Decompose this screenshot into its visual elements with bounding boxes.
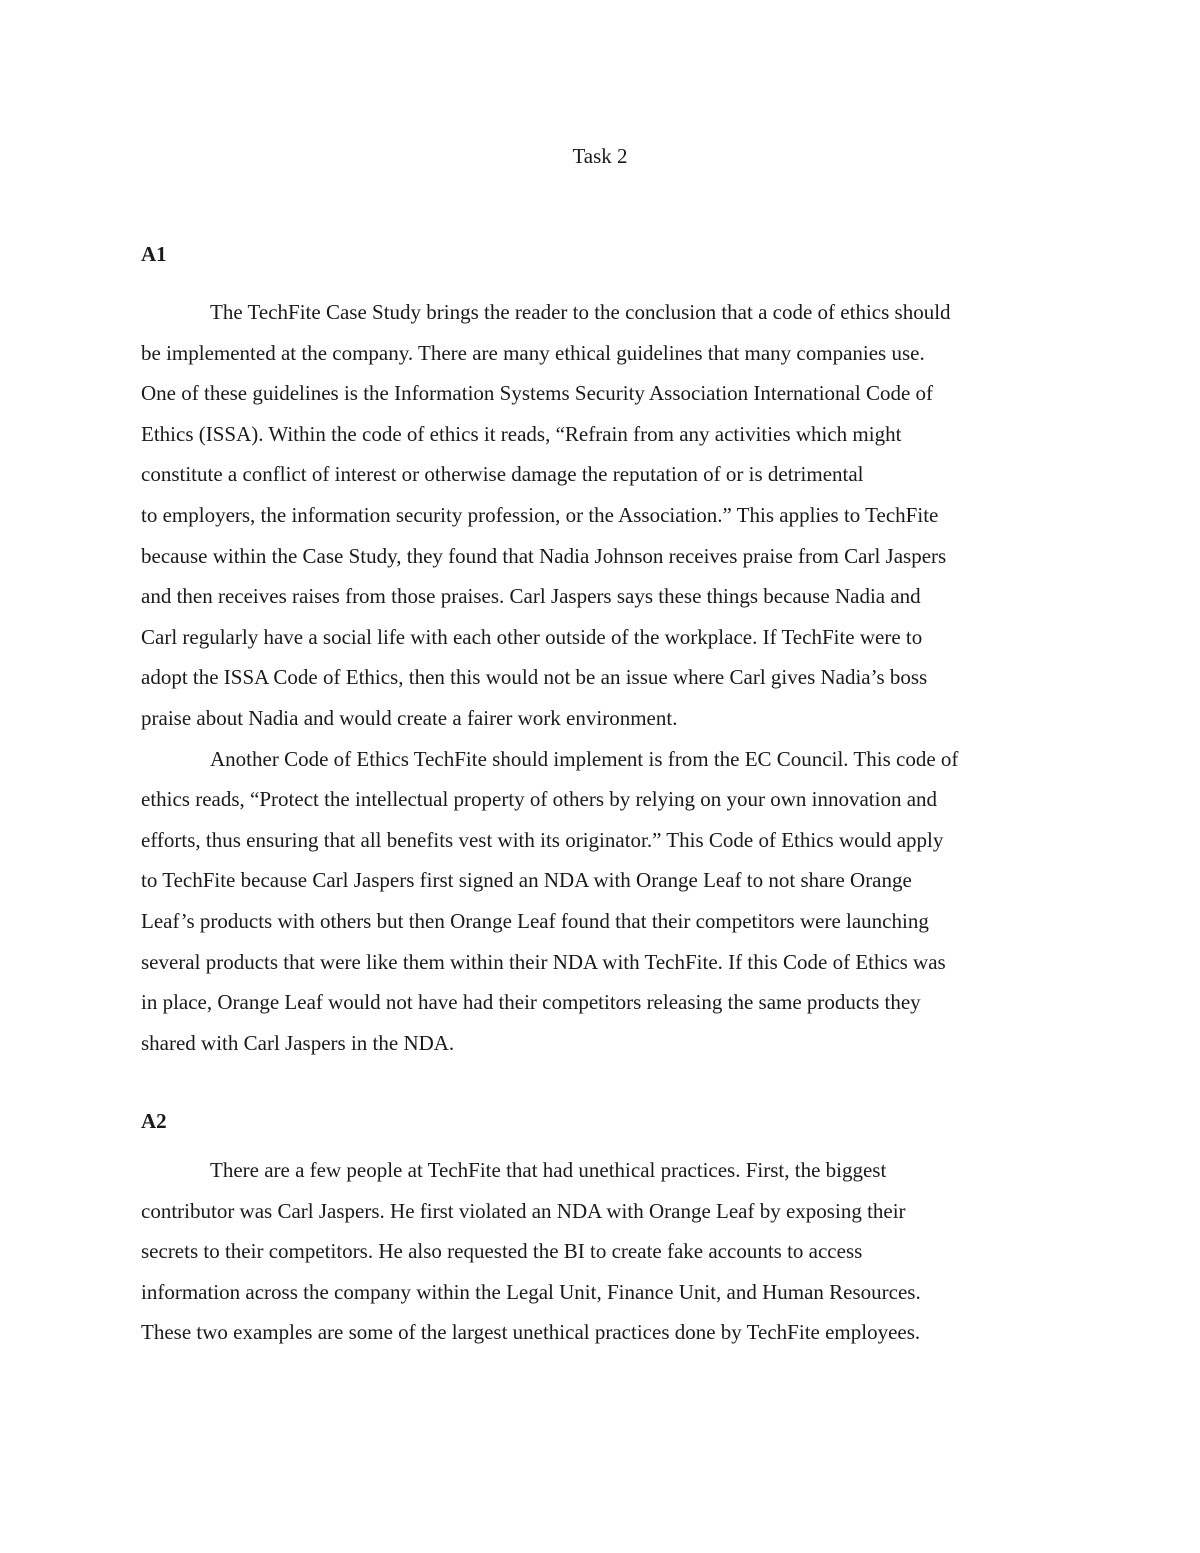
- paragraph-line: praise about Nadia and would create a fairer work environment.: [141, 705, 678, 730]
- paragraph-line: Leaf’s products with others but then Orange Leaf found that their competitors were launching: [141, 908, 929, 933]
- paragraph-line: Carl regularly have a social life with each other outside of the workplace. If TechFite were to: [141, 624, 923, 649]
- paragraph-line: information across the company within the Legal Unit, Finance Unit, and Human Resources.: [141, 1279, 921, 1304]
- paragraph-line: adopt the ISSA Code of Ethics, then this would not be an issue where Carl gives Nadia’s boss: [141, 665, 928, 690]
- paragraph-line: Ethics (ISSA). Within the code of ethics it reads, “Refrain from any activities which might: [141, 421, 902, 446]
- section-heading-a2: A2: [141, 1109, 167, 1133]
- paragraph-line: The TechFite Case Study brings the reader to the conclusion that a code of ethics should: [210, 300, 951, 324]
- paragraph-line: contributor was Carl Jaspers. He first violated an NDA with Orange Leaf by exposing their: [141, 1198, 906, 1223]
- paragraph-line: These two examples are some of the largest unethical practices done by TechFite employees.: [141, 1320, 921, 1345]
- section-heading-a1: A1: [141, 242, 167, 266]
- paragraph-line: several products that were like them within their NDA with TechFite. If this Code of Ethics was: [141, 949, 946, 974]
- paragraph-line: and then receives raises from those praises. Carl Jaspers says these things because Nadia and: [141, 584, 921, 609]
- paragraph-line: efforts, thus ensuring that all benefits vest with its originator.” This Code of Ethics would apply: [141, 827, 944, 852]
- paragraph-line: ethics reads, “Protect the intellectual property of others by relying on your own innovation and: [141, 787, 938, 812]
- section-body-a2: [141, 1150, 1061, 1353]
- paragraph-line: in place, Orange Leaf would not have had their competitors releasing the same products they: [141, 990, 921, 1015]
- paragraph-line: because within the Case Study, they found that Nadia Johnson receives praise from Carl Jaspers: [141, 543, 947, 568]
- paragraph-line: Another Code of Ethics TechFite should implement is from the EC Council. This code of: [210, 746, 959, 771]
- paragraph-line: to TechFite because Carl Jaspers first signed an NDA with Orange Leaf to not share Orange: [141, 868, 912, 893]
- paragraph-line: shared with Carl Jaspers in the NDA.: [141, 1030, 455, 1055]
- paragraph-line: There are a few people at TechFite that had unethical practices. First, the biggest: [210, 1158, 887, 1182]
- paragraph-line: secrets to their competitors. He also requested the BI to create fake accounts to access: [141, 1239, 863, 1264]
- paragraph-line: constitute a conflict of interest or otherwise damage the reputation of or is detrimental: [141, 462, 864, 487]
- page-title: Task 2: [572, 144, 628, 168]
- section-body-a1: [141, 292, 1061, 1063]
- paragraph-line: to employers, the information security profession, or the Association.” This applies to TechFite: [141, 502, 939, 527]
- paragraph-line: be implemented at the company. There are many ethical guidelines that many companies use.: [141, 340, 925, 365]
- paragraph-line: One of these guidelines is the Information Systems Security Association International Code of: [141, 381, 934, 406]
